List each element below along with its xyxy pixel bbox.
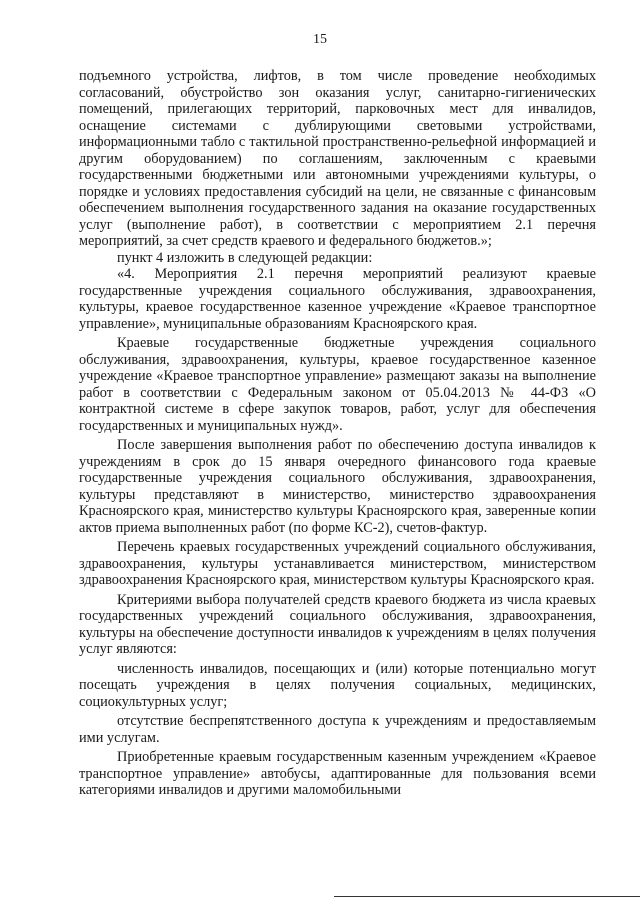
document-body [79, 68, 596, 799]
paragraph-criteria: Критериями выбора получателей средств краевого бюджета из числа краевых государственных учреждений социального обслуживания, здравоохранения, культуры на обеспечение доступности инвалидов к учреждениям в целях получения услуг являются: [79, 591, 596, 657]
paragraph-criterion-2: отсутствие беспрепятственного доступа к учреждениям и предоставляемым ими услугам. [79, 713, 596, 746]
paragraph-criterion-1: численность инвалидов, посещающих и (или) которые потенциально могут посещать учреждения в целях получения социальных, медицинских, социокультурных услуг; [79, 660, 596, 710]
page-number: 15 [313, 32, 327, 47]
paragraph-item4: «4. Мероприятия 2.1 перечня мероприятий реализуют краевые государственные учреждения социального обслуживания, здравоохранения, культуры, краевое государственное казенное учреждение «Краевое транспортное управление», муниципальные образованиям Красноярского края. [79, 266, 596, 332]
paragraph-reporting: После завершения выполнения работ по обеспечению доступа инвалидов к учреждениям в срок до 15 января очередного финансового года краевые государственные учреждения социального обслуживания, здравоохранения, культуры представляют в министерство, министерство здравоохранения Красноярского края, министерство культуры Красноярского края, заверенные копии актов приема выполненных работ (по форме КС-2), счетов-фактур. [79, 437, 596, 536]
paragraph-item4-intro: пункт 4 изложить в следующей редакции: [117, 249, 373, 266]
paragraph-buses: Приобретенные краевым государственным казенным учреждением «Краевое транспортное управление» автобусы, адаптированные для пользования всеми категориями инвалидов и другими маломобильными [79, 749, 596, 798]
paragraph-institution-list: Перечень краевых государственных учреждений социального обслуживания, здравоохранения, культуры устанавливается министерством, министерством здравоохранения Красноярского края, министерством культуры Красноярского края. [79, 539, 596, 588]
footer-divider [334, 896, 640, 897]
paragraph-continuation: подъемного устройства, лифтов, в том числе проведение необходимых согласований, обустройство зон оказания услуг, санитарно-гигиенических помещений, прилегающих территорий, парковочных мест для инвалидов, оснащение системами с дублирующими световыми устройствами, информационными табло с тактильной пространственно-рельефной информацией и другим оборудованием) по соглашениям, заключенным с краевыми государственными бюджетными или автономными учреждениями культуры, о порядке и условиях предоставления субсидий на цели, не связанные с финансовым обеспечением выполнения государственного задания на оказание государственных услуг (выполнение работ), в соответствии с мероприятием 2.1 перечня мероприятий, за счет средств краевого и федерального бюджетов.»; [79, 68, 596, 249]
paragraph-procurement: Краевые государственные бюджетные учреждения социального обслуживания, здравоохранения, культуры, краевое государственное казенное учреждение «Краевое транспортное управление» размещают заказы на выполнение работ в соответствии с Федеральным законом от 05.04.2013 № 44-ФЗ «О контрактной системе в сфере закупок товаров, работ, услуг для обеспечения государственных и муниципальных нужд». [79, 335, 596, 434]
